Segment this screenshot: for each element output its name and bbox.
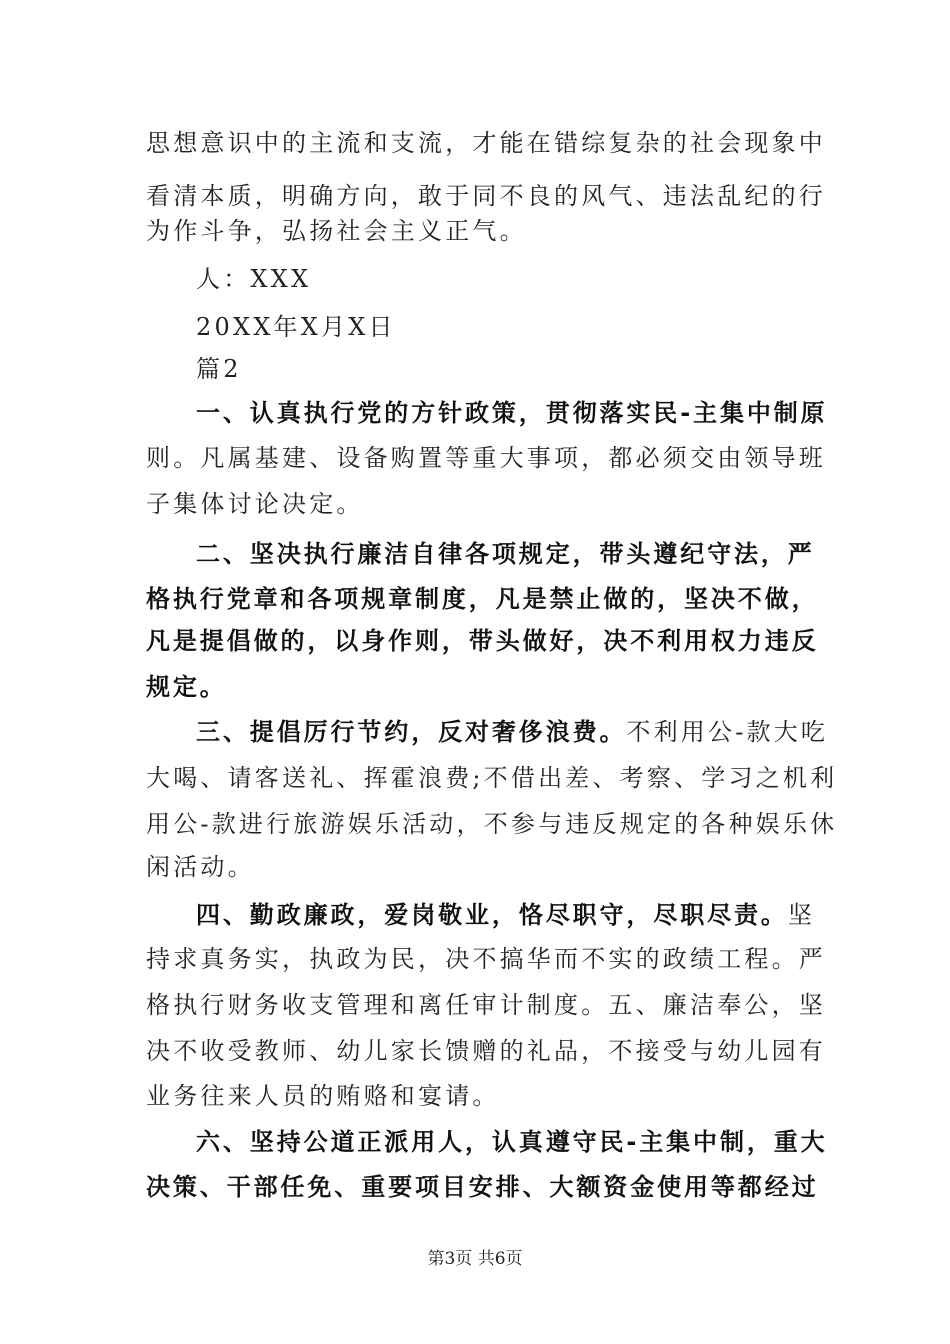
text-line: 思想意识中的主流和支流，才能在错综复杂的社会现象中 [146,129,826,157]
text-line: 业务往来人员的贿赂和宴请。 [146,1082,500,1110]
text-bold-segment: 四、勤政廉政，爱岗敬业，恪尽职守，尽职尽责。 [196,901,788,929]
text-line: 用公-款进行旅游娱乐活动，不参与违反规定的各种娱乐休 [146,810,838,838]
signature-line: 人：XXX [196,265,312,293]
date-line: 20XX年X月X日 [196,313,396,341]
text-line: 子集体讨论决定。 [146,490,364,518]
text-line [196,717,828,747]
text-line: 看清本质，明确方向，敢于同不良的风气、违法乱纪的行 [146,182,826,210]
text-bold-segment: 三、提倡厉行节约，反对奢侈浪费。 [196,718,627,746]
text-segment: 不利用公-款大吃 [626,718,829,746]
page-footer: 第3页 共6页 [427,1249,523,1269]
text-line: 为作斗争，弘扬社会主义正气。 [146,217,527,245]
text-line [196,900,815,930]
section-heading: 篇2 [196,355,242,383]
text-line: 一、认真执行党的方针政策，贯彻落实民-主集中制原 [196,399,828,427]
text-line: 决不收受教师、幼儿家长馈赠的礼品，不接受与幼儿园有 [146,1037,826,1065]
text-line: 则。凡属基建、设备购置等重大事项，都必须交由领导班 [146,444,826,472]
text-line: 格执行财务收支管理和离任审计制度。五、廉洁奉公，坚 [146,991,826,1019]
text-segment: 坚 [787,901,816,929]
text-line: 大喝、请客送礼、挥霍浪费;不借出差、考察、学习之机利 [146,764,838,792]
text-line: 持求真务实，执政为民，决不搞华而不实的政绩工程。严 [146,945,826,973]
text-line: 格执行党章和各项规章制度，凡是禁止做的，坚决不做， [146,585,819,613]
text-line: 闲活动。 [146,853,255,881]
text-line: 决策、干部任免、重要项目安排、大额资金使用等都经过 [146,1173,819,1201]
text-line: 二、坚决执行廉洁自律各项规定，带头遵纪守法，严 [196,540,815,568]
text-line: 六、坚持公道正派用人，认真遵守民-主集中制，重大 [196,1128,828,1156]
text-line: 规定。 [146,673,227,701]
text-line: 凡是提倡做的，以身作则，带头做好，决不利用权力违反 [146,627,819,655]
